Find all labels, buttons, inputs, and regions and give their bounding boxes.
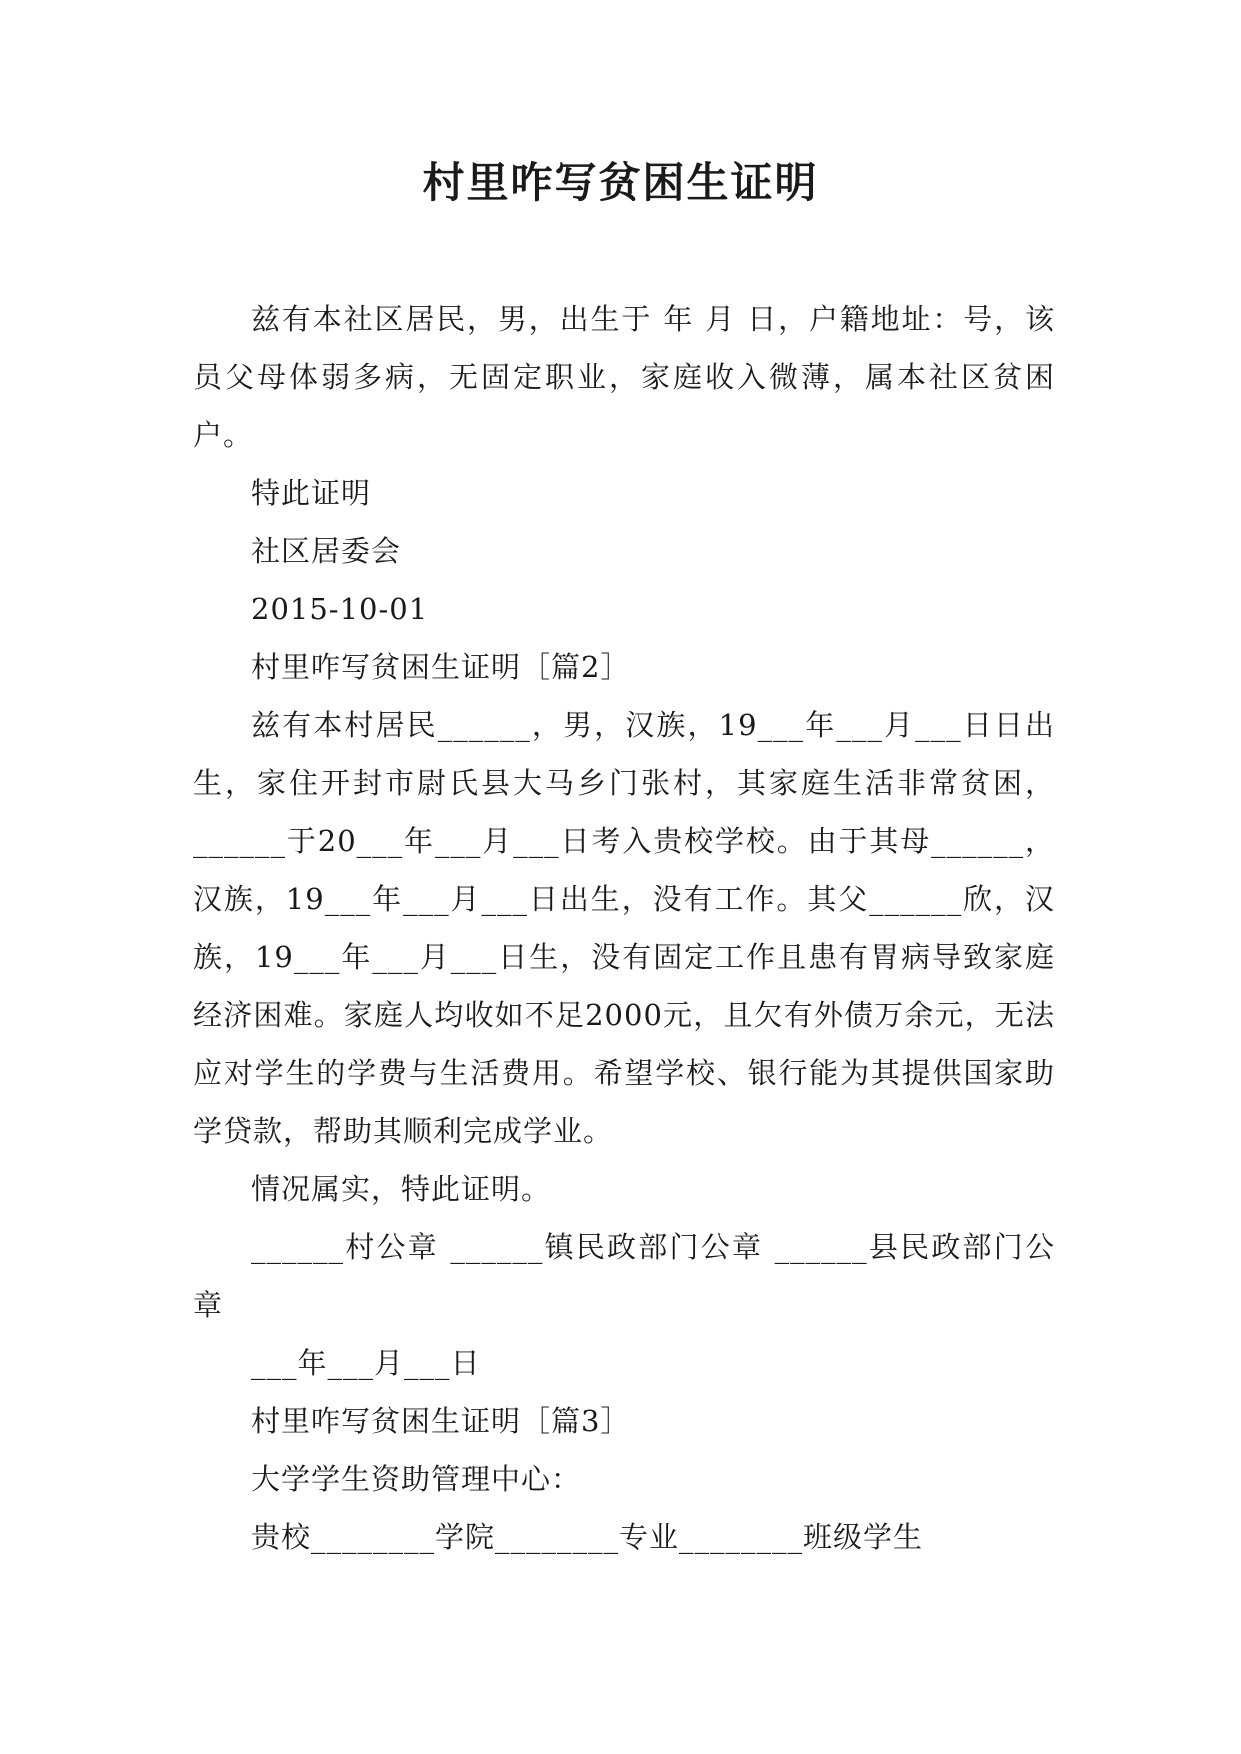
paragraph-closing-2: 情况属实，特此证明。 bbox=[251, 1172, 552, 1206]
paragraph-date-1: 2015-10-01 bbox=[251, 592, 429, 626]
paragraph-addressee: 大学学生资助管理中心： bbox=[251, 1462, 582, 1496]
paragraph-student-info: 贵校________学院________专业________班级学生 bbox=[251, 1520, 924, 1554]
paragraph-issuer-1: 社区居委会 bbox=[251, 534, 402, 568]
document-body bbox=[193, 290, 1055, 1566]
document-title: 村里咋写贫困生证明 bbox=[422, 158, 819, 207]
section-heading-3: 村里咋写贫困生证明［篇3］ bbox=[251, 1404, 631, 1438]
paragraph-closing-1: 特此证明 bbox=[251, 476, 372, 510]
paragraph-village-certificate: 兹有本村居民______，男，汉族，19___年___月___日日出生，家住开封市尉氏县大马乡门张村，其家庭生活非常贫困，______于20___年___月___日考入贵校学校。由于其母______，汉族，19___年___月___日出生，没有工作。其父______欣，汉族，19___年___月___日生，没有固定工作且患有胃病导致家庭经济困难。家庭人均收如不足2000元，且欠有外债万余元，无法应对学生的学费与生活费用。希望学校、银行能为其提供国家助学贷款，帮助其顺利完成学业。 bbox=[193, 708, 1055, 1148]
section-heading-2: 村里咋写贫困生证明［篇2］ bbox=[251, 650, 631, 684]
paragraph-community-certificate: 兹有本社区居民，男，出生于 年 月 日，户籍地址：号，该员父母体弱多病，无固定职业，家庭收入微薄，属本社区贫困户。 bbox=[193, 302, 1055, 452]
paragraph-date-2: ___年___月___日 bbox=[251, 1346, 481, 1380]
paragraph-seals: ______村公章 ______镇民政部门公章 ______县民政部门公章 bbox=[193, 1230, 1055, 1322]
